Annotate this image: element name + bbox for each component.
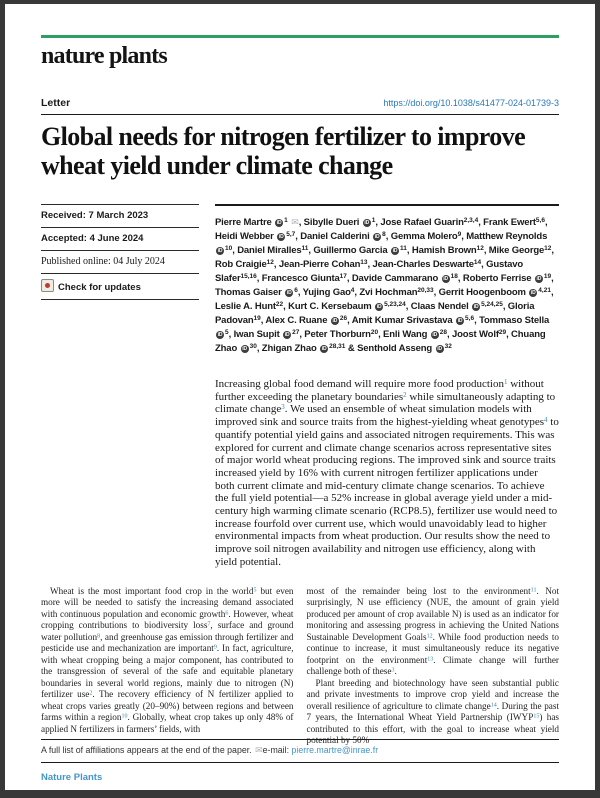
orcid-icon[interactable]: iD bbox=[432, 332, 438, 338]
orcid-icon[interactable]: iD bbox=[364, 220, 370, 226]
authors-abstract-panel bbox=[215, 204, 559, 569]
journal-name-footer: Nature Plants bbox=[41, 772, 103, 783]
body-text bbox=[41, 586, 559, 747]
orcid-icon[interactable]: iD bbox=[217, 248, 223, 254]
orcid-icon[interactable]: iD bbox=[530, 290, 536, 296]
article-title: Global needs for nitrogen fertilizer to improve wheat yield under climate change bbox=[41, 122, 526, 180]
article-type-row bbox=[41, 97, 559, 109]
email-icon: ✉ bbox=[255, 745, 263, 755]
orcid-icon[interactable]: iD bbox=[376, 304, 382, 310]
orcid-icon[interactable]: iD bbox=[217, 332, 223, 338]
masthead-brand-rule bbox=[41, 35, 559, 38]
received-date: Received: 7 March 2023 bbox=[41, 204, 199, 227]
orcid-icon[interactable]: iD bbox=[276, 220, 282, 226]
journal-logo: nature plants bbox=[41, 43, 167, 69]
orcid-icon[interactable]: iD bbox=[473, 304, 479, 310]
body-right-paragraph-1: most of the remainder being lost to the environment$^{11}$. Not surprisingly, N use efficiency (NUE, the amount of grain yield produced per amount of crop available N) is used as an indicator for monitoring and assessing progress in achieving the United Nations Sustainable Development Goals$^{12}$. While food production needs to continue to increase, it must simultaneously reduce its negative footprint on the environment$^{13}$. Climate change will further challenge both of these$^3$. bbox=[306, 585, 559, 677]
email-icon: ✉ bbox=[291, 217, 299, 227]
orcid-icon[interactable]: iD bbox=[437, 346, 442, 352]
header-divider bbox=[41, 114, 559, 115]
orcid-icon[interactable]: iD bbox=[286, 290, 292, 296]
article-page bbox=[5, 4, 595, 790]
header-grid bbox=[41, 204, 559, 569]
orcid-icon[interactable]: iD bbox=[284, 332, 290, 338]
body-left-column: Wheat is the most important food crop in the world$^5$ but even more will be needed to satisfy the increasing demand associated with continuous population and economic growth$^6$. However, wheat cropping contributions to biodiversity loss$^7$, surface and ground water pollution$^8$, and greenhouse gas emission through fertilizer and pesticide use and mechanization are important$^9$. In fact, agriculture, with wheat cropping being a major component, has contributed to the transgression of several of the safe and equitable planetary boundaries in several world regions, mainly due to nitrogen (N) fertilizer use$^2$. The recovery efficiency of N fertilizer applied to wheat crops varies greatly (20–90%) between regions and between farms within a region$^{10}$. Globally, wheat crop takes up only 48% of applied N fertilizers in farmers’ fields, with bbox=[41, 585, 294, 734]
author-list: Pierre Martre iD $^1$ ✉, Sibylle Dueri iD $^1$, Jose Rafael Guarin$^{2,3,4}$, Frank Ewert$^{5,6}$, Heidi Webber iD $^{5,7}$, Daniel Calderini iD $^8$, Gemma Molero$^9$, Matthew Reynolds iD $^{10}$, Daniel Miralles$^{11}$, Guillermo Garcia iD $^{11}$, Hamish Brown$^{12}$, Mike George$^{12}$, Rob Craigie$^{12}$, Jean-Pierre Cohan$^{13}$, Jean-Charles Deswarte$^{14}$, Gustavo Slafer$^{15,16}$, Francesco Giunta$^{17}$, Davide Cammarano iD $^{18}$, Roberto Ferrise iD $^{19}$, Thomas Gaiser iD $^6$, Yujing Gao$^4$, Zvi Hochman$^{20,33}$, Gerrit Hoogenboom iD $^{4,21}$, Leslie A. Hunt$^{22}$, Kurt C. Kersebaum iD $^{5,23,24}$, Claas Nendel iD $^{5,24,25}$, Gloria Padovan$^{19}$, Alex C. Ruane iD $^{26}$, Amit Kumar Srivastava iD $^{5,6}$, Tommaso Stella iD $^5$, Iwan Supit iD $^{27}$, Peter Thorburn$^{20}$, Enli Wang iD $^{28}$, Joost Wolf$^{29}$, Chuang Zhao iD $^{30}$, Zhigan Zhao iD $^{28,31}$ & Senthold Asseng iD $^{32}$ bbox=[215, 204, 559, 356]
article-type-label: Letter bbox=[41, 97, 71, 109]
body-right-column bbox=[307, 586, 560, 747]
orcid-icon[interactable]: iD bbox=[242, 346, 247, 352]
published-date: Published online: 04 July 2024 bbox=[41, 250, 199, 273]
affiliations-footer bbox=[41, 739, 559, 763]
orcid-icon[interactable]: iD bbox=[392, 248, 398, 254]
corresponding-email-link[interactable]: pierre.martre@inrae.fr bbox=[291, 745, 379, 755]
doi-link[interactable]: https://doi.org/10.1038/s41477-024-01739-3 bbox=[383, 98, 559, 108]
orcid-icon[interactable]: iD bbox=[374, 234, 380, 240]
orcid-icon[interactable]: iD bbox=[536, 276, 542, 282]
check-for-updates-label: Check for updates bbox=[58, 282, 141, 293]
accepted-date: Accepted: 4 June 2024 bbox=[41, 227, 199, 250]
orcid-icon[interactable]: iD bbox=[443, 276, 448, 282]
orcid-icon[interactable]: iD bbox=[332, 318, 338, 324]
affiliations-note: A full list of affiliations appears at the end of the paper. bbox=[41, 745, 252, 755]
body-right-paragraph-2: Plant breeding and biotechnology have seen substantial public and private investments to improve crop yield and increase the overall resilience of agriculture to climate change$^{14}$. During the past 7 years, the International Wheat Yield Partnership (IWYP$^{15}$) has contributed to this effort, with the goal to increase wheat yield potential by 50% bbox=[306, 677, 559, 746]
email-label: e-mail: bbox=[262, 745, 290, 755]
check-for-updates-button[interactable] bbox=[41, 273, 199, 300]
dates-panel bbox=[41, 204, 199, 569]
orcid-icon[interactable]: iD bbox=[278, 234, 284, 240]
orcid-icon[interactable]: iD bbox=[321, 346, 327, 352]
orcid-icon[interactable]: iD bbox=[457, 318, 463, 324]
crossmark-icon bbox=[41, 279, 54, 292]
abstract-text: Increasing global food demand will require more food production$^1$ without further exceeding the planetary boundaries$^2$ while simultaneously adapting to climate change$^3$. We used an ensemble of wheat simulation models with improved sink and source traits from the highest-yielding wheat genotypes$^4$ to quantify potential yield gains and associated nitrogen requirements. This was explored for current and climate change scenarios across representative sites of major world wheat producing regions. The improved sink and source traits increased yield by 16% with current nitrogen fertilizer applications under both current climate and mid-century climate change scenarios. To achieve the full yield potential—a 52% increase in global average yield under a mid-century high warming climate scenario (RCP8.5), fertilizer use would need to increase fourfold over current use, which would unavoidably lead to higher environmental impacts from wheat production. Our results show the need to improve soil nitrogen availability and nitrogen use efficiency, along with yield potential. bbox=[215, 378, 559, 568]
